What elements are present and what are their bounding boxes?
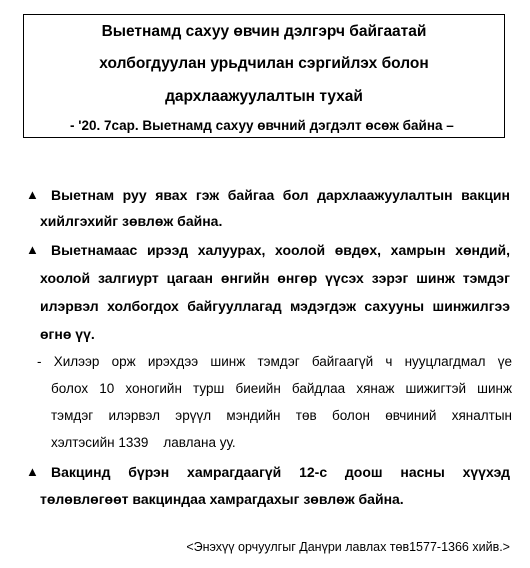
bullet-line: хоолой залгиурт цагаан өнгийн өнгөр үүсэх зэрэг шинж тэмдэг — [40, 270, 510, 286]
translation-credit: <Энэхүү орчуулгыг Данүри лавлах төв1577-1366 хийв.> — [186, 540, 510, 554]
title-line-2: холбогдуулан урьдчилан сэргийлэх болон — [99, 55, 429, 72]
triangle-bullet-icon: ▲ — [26, 187, 39, 202]
dash-line: - Хилээр орж ирэхдээ шинж тэмдэг байгаагүй ч нууцлагдмал үе — [37, 354, 512, 369]
bullet-line: Вакцинд бүрэн хамрагдаагүй 12-с доош насны хүүхэд — [51, 464, 510, 480]
title-line-3: дархлаажуулалтын тухай — [165, 88, 363, 105]
bullet-line: Выетнамаас ирээд халуурах, хоолой өвдөх, хамрын хөндий, — [51, 242, 510, 258]
title-line-1: Выетнамд сахуу өвчин дэлгэрч байгаатай — [101, 23, 427, 40]
triangle-bullet-icon: ▲ — [26, 464, 39, 479]
triangle-bullet-icon: ▲ — [26, 242, 39, 257]
title-subtitle: - '20. 7сар. Выетнамд сахуу өвчний дэгдэлт өсөж байна – — [70, 118, 454, 133]
bullet-line: төлөвлөгөөт вакциндаа хамрагдахыг зөвлөж байна. — [40, 491, 404, 507]
dash-line: тэмдэг илэрвэл эрүүл мэндийн төв болон өвчиний хяналтын — [51, 408, 512, 423]
bullet-line: илэрвэл холбогдох байгууллагад мэдэгдэж сахууны шинжилгээ — [40, 298, 510, 314]
dash-line: хэлтэсийн 1339 лавлана уу. — [51, 435, 236, 450]
bullet-line: хийлгэхийг зөвлөж байна. — [40, 213, 223, 229]
dash-line: болох 10 хоногийн турш биеийн байдлаа хянаж шижигтэй шинж — [51, 381, 512, 396]
bullet-line: Выетнам руу явах гэж байгаа бол дархлаажуулалтын вакцин — [51, 187, 510, 203]
bullet-line: өгнө үү. — [40, 326, 95, 342]
title-box — [23, 14, 505, 138]
